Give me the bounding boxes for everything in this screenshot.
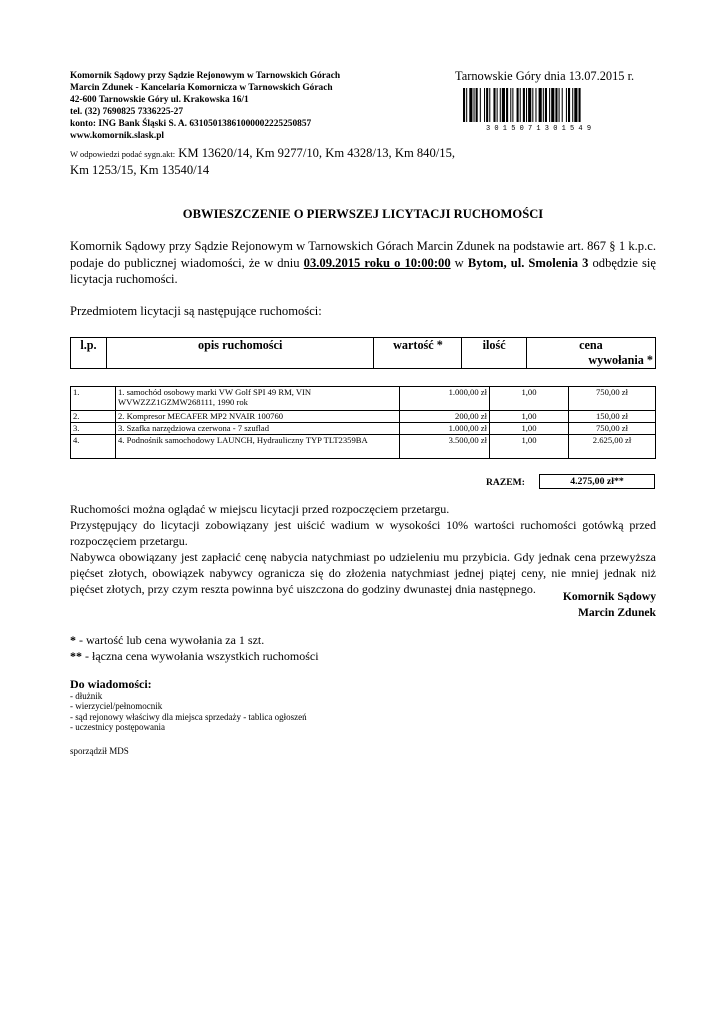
cell-qty: 1,00 <box>490 435 569 459</box>
cell-lp: 3. <box>71 423 116 435</box>
prepared-by: sporządził MDS <box>70 746 129 756</box>
footnotes <box>70 632 319 664</box>
table-row <box>71 411 656 423</box>
items-table <box>70 386 656 459</box>
footnote-mark: ** <box>70 649 82 663</box>
distribution-item: - wierzyciel/pełnomocnik <box>70 701 163 712</box>
auction-rules <box>70 501 656 597</box>
auction-place: Bytom, ul. Smolenia 3 <box>467 255 589 270</box>
header-value: wartość * <box>374 338 462 369</box>
cell-lp: 2. <box>71 411 116 423</box>
header-price-line2: wywołania * <box>588 353 653 367</box>
distribution-item: - sąd rejonowy właściwy dla miejsca sprzedaży - tablica ogłoszeń <box>70 711 307 722</box>
header-lp: l.p. <box>71 338 107 369</box>
header-qty: ilość <box>462 338 526 369</box>
signature <box>563 589 656 621</box>
distribution-heading: Do wiadomości: <box>70 677 152 691</box>
header-price <box>526 338 655 369</box>
cell-qty: 1,00 <box>490 411 569 423</box>
header-line: konto: ING Bank Śląski S. A. 63105013861000002225250857 <box>70 119 312 129</box>
footnote-text: - wartość lub cena wywołania za 1 szt. <box>76 633 265 647</box>
cell-desc: 2. Kompresor MECAFER MP2 NVAIR 100760 <box>116 411 400 423</box>
rule-paragraph: Ruchomości można oglądać w miejscu licytacji przed rozpoczęciem przetargu. <box>70 502 450 516</box>
total-value: 4.275,00 zł** <box>539 474 655 489</box>
distribution-item: - uczestnicy postępowania <box>70 721 165 732</box>
subject-line: Przedmiotem licytacji są następujące ruchomości: <box>70 304 322 318</box>
footnote <box>70 632 319 648</box>
signature-line: Komornik Sądowy <box>562 590 656 603</box>
cell-lp: 4. <box>71 435 116 459</box>
header-desc: opis ruchomości <box>106 338 374 369</box>
cell-desc: 3. Szafka narzędziowa czerwona - 7 szuflad <box>116 423 400 435</box>
rule-paragraph: Przystępujący do licytacji zobowiązany jest uiścić wadium w wysokości 10% wartości ruchomości gotówką przed rozpoczęciem przetargu. <box>70 518 656 548</box>
cell-lp: 1. <box>71 387 116 411</box>
header-line: 42-600 Tarnowskie Góry ul. Krakowska 16/1 <box>70 95 249 105</box>
intro-paragraph <box>70 238 656 288</box>
header-line: Marcin Zdunek - Kancelaria Komornicza w Tarnowskich Górach <box>70 83 333 93</box>
signature-line: Marcin Zdunek <box>577 606 656 619</box>
case-reference <box>70 145 460 178</box>
date-line: Tarnowskie Góry dnia 13.07.2015 r. <box>455 69 635 83</box>
cell-desc: 1. samochód osobowy marki VW Golf SPI 49 RM, VIN WVWZZZ1GZMW268111, 1990 rok <box>116 387 400 411</box>
distribution-item: - dłużnik <box>70 691 103 701</box>
cell-price: 150,00 zł <box>569 411 656 423</box>
table-row <box>71 387 656 411</box>
cell-price: 2.625,00 zł <box>569 435 656 459</box>
header-line: tel. (32) 7690825 7336225-27 <box>70 107 184 117</box>
auction-datetime: 03.09.2015 roku o 10:00:00 <box>303 255 451 270</box>
footnote <box>70 648 319 664</box>
distribution-list <box>70 677 307 732</box>
footnote-mark: * <box>70 633 76 647</box>
cell-desc: 4. Podnośnik samochodowy LAUNCH, Hydrauliczny TYP TLT2359BA <box>116 435 400 459</box>
cell-price: 750,00 zł <box>569 423 656 435</box>
cell-value: 200,00 zł <box>400 411 490 423</box>
barcode-icon <box>462 88 655 132</box>
cell-value: 1.000,00 zł <box>400 423 490 435</box>
intro-text: w <box>450 255 468 270</box>
cell-qty: 1,00 <box>490 423 569 435</box>
header-line: www.komornik.slask.pl <box>70 131 165 141</box>
cell-price: 750,00 zł <box>569 387 656 411</box>
case-reference-label: W odpowiedzi podać sygn.akt: <box>70 149 176 159</box>
office-header <box>70 70 450 142</box>
items-table-header <box>70 337 656 369</box>
barcode-digits: 3 0 1 5 0 7 1 3 0 1 5 4 9 <box>486 125 592 132</box>
footnote-text: - łączna cena wywołania wszystkich ruchomości <box>82 649 319 663</box>
intro-text: Komornik Sądowy przy Sądzie Rejonowym w Tarnowskich Górach Marcin Zdunek na podstawie art. 867 § 1 k.p.c. podaje do publicznej wiadomości, że w dniu <box>70 239 656 270</box>
cell-value: 3.500,00 zł <box>400 435 490 459</box>
document-title: OBWIESZCZENIE O PIERWSZEJ LICYTACJI RUCHOMOŚCI <box>182 207 544 221</box>
cell-value: 1.000,00 zł <box>400 387 490 411</box>
case-reference-value: KM 13620/14, Km 9277/10, Km 4328/13, Km 840/15, Km 1253/15, Km 13540/14 <box>70 146 456 177</box>
header-line: Komornik Sądowy przy Sądzie Rejonowym w Tarnowskich Górach <box>70 71 341 81</box>
table-row <box>71 435 656 459</box>
cell-qty: 1,00 <box>490 387 569 411</box>
table-row <box>71 423 656 435</box>
header-price-line1: cena <box>579 338 603 352</box>
total-label: RAZEM: <box>486 477 525 488</box>
rule-paragraph: Nabywca obowiązany jest zapłacić cenę nabycia natychmiast po udzieleniu mu przybicia. Gdy jednak cena przewyższa pięćset złotych, obowiązek nabywcy ogranicza się do złożenia natychmiast jednej piątej ceny, nie mniej jednak niż pięćset złotych, przy czym reszta powinna być uiszczona do godziny dwunastej dnia następnego. <box>70 550 656 596</box>
intro-text: odbędzie się licytacja ruchomości. <box>70 255 657 286</box>
